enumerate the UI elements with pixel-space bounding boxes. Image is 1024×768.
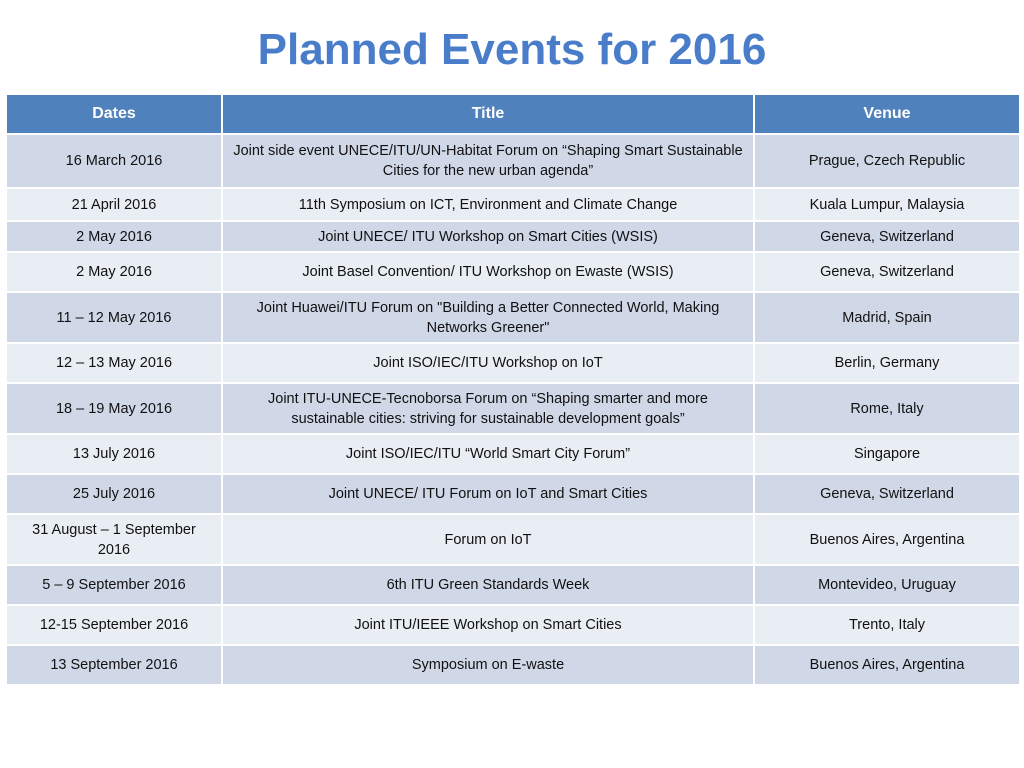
cell-venue: Kuala Lumpur, Malaysia bbox=[754, 188, 1020, 221]
cell-title: Joint UNECE/ ITU Workshop on Smart Cities (WSIS) bbox=[222, 221, 754, 252]
table-row bbox=[6, 343, 1020, 383]
cell-venue: Madrid, Spain bbox=[754, 292, 1020, 343]
cell-date: 5 – 9 September 2016 bbox=[6, 565, 222, 605]
header-title: Title bbox=[222, 94, 754, 134]
cell-title: Joint Basel Convention/ ITU Workshop on Ewaste (WSIS) bbox=[222, 252, 754, 292]
cell-venue: Geneva, Switzerland bbox=[754, 252, 1020, 292]
table-row bbox=[6, 514, 1020, 565]
cell-venue: Singapore bbox=[754, 434, 1020, 474]
table-row bbox=[6, 565, 1020, 605]
header-venue: Venue bbox=[754, 94, 1020, 134]
cell-date: 2 May 2016 bbox=[6, 252, 222, 292]
table-row bbox=[6, 292, 1020, 343]
cell-venue: Buenos Aires, Argentina bbox=[754, 514, 1020, 565]
cell-date: 16 March 2016 bbox=[6, 134, 222, 188]
cell-title: 11th Symposium on ICT, Environment and Climate Change bbox=[222, 188, 754, 221]
cell-venue: Geneva, Switzerland bbox=[754, 474, 1020, 514]
cell-date: 31 August – 1 September 2016 bbox=[6, 514, 222, 565]
table-row bbox=[6, 252, 1020, 292]
cell-title: Joint UNECE/ ITU Forum on IoT and Smart Cities bbox=[222, 474, 754, 514]
cell-venue: Montevideo, Uruguay bbox=[754, 565, 1020, 605]
cell-venue: Berlin, Germany bbox=[754, 343, 1020, 383]
table-row bbox=[6, 605, 1020, 645]
table-row bbox=[6, 134, 1020, 188]
cell-title: 6th ITU Green Standards Week bbox=[222, 565, 754, 605]
table-row bbox=[6, 188, 1020, 221]
cell-date: 12-15 September 2016 bbox=[6, 605, 222, 645]
cell-date: 21 April 2016 bbox=[6, 188, 222, 221]
cell-date: 11 – 12 May 2016 bbox=[6, 292, 222, 343]
cell-title: Joint ITU-UNECE-Tecnoborsa Forum on “Shaping smarter and more sustainable cities: striving for sustainable development goals” bbox=[222, 383, 754, 434]
table-row bbox=[6, 474, 1020, 514]
cell-date: 18 – 19 May 2016 bbox=[6, 383, 222, 434]
cell-date: 13 July 2016 bbox=[6, 434, 222, 474]
cell-title: Forum on IoT bbox=[222, 514, 754, 565]
cell-date: 25 July 2016 bbox=[6, 474, 222, 514]
cell-title: Joint Huawei/ITU Forum on "Building a Better Connected World, Making Networks Greener" bbox=[222, 292, 754, 343]
table-row bbox=[6, 221, 1020, 252]
events-table bbox=[5, 93, 1021, 686]
cell-title: Symposium on E-waste bbox=[222, 645, 754, 685]
table-header-row bbox=[6, 94, 1020, 134]
cell-venue: Trento, Italy bbox=[754, 605, 1020, 645]
page-title: Planned Events for 2016 bbox=[257, 25, 767, 74]
table-row bbox=[6, 645, 1020, 685]
table-row bbox=[6, 383, 1020, 434]
cell-title: Joint side event UNECE/ITU/UN-Habitat Forum on “Shaping Smart Sustainable Cities for the new urban agenda” bbox=[222, 134, 754, 188]
table-row bbox=[6, 434, 1020, 474]
cell-date: 2 May 2016 bbox=[6, 221, 222, 252]
cell-date: 13 September 2016 bbox=[6, 645, 222, 685]
cell-title: Joint ISO/IEC/ITU “World Smart City Forum” bbox=[222, 434, 754, 474]
cell-venue: Geneva, Switzerland bbox=[754, 221, 1020, 252]
header-dates: Dates bbox=[6, 94, 222, 134]
cell-venue: Buenos Aires, Argentina bbox=[754, 645, 1020, 685]
cell-date: 12 – 13 May 2016 bbox=[6, 343, 222, 383]
cell-title: Joint ITU/IEEE Workshop on Smart Cities bbox=[222, 605, 754, 645]
cell-title: Joint ISO/IEC/ITU Workshop on IoT bbox=[222, 343, 754, 383]
cell-venue: Rome, Italy bbox=[754, 383, 1020, 434]
cell-venue: Prague, Czech Republic bbox=[754, 134, 1020, 188]
